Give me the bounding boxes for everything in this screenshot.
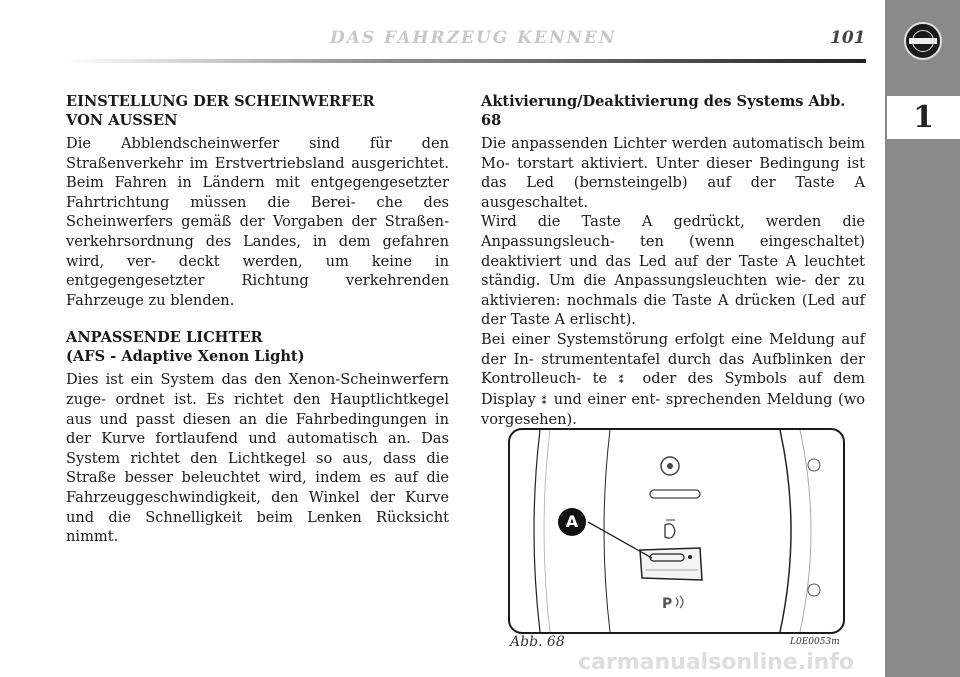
watermark-text: carmanualsonline.info	[578, 650, 854, 675]
text-run: oder des Symbols auf dem Display	[481, 370, 866, 408]
switch-slot	[650, 490, 700, 498]
callout-label-a: A	[558, 508, 586, 536]
figure-68	[508, 428, 845, 634]
body-text: Die Abblendscheinwerfer sind für den Straßenverkehr im Erstvertriebsland ausgerichtet. Beim Fahren in Ländern mit entgegengesetzter Fahrtrichtung müssen die Berei- che des Scheinwerfers gemäß der Vorgaben der Straßen- verkehrsordnung des Landes, in dem gefahren wird, ver- deckt werden, um keine in entgegengesetzter Richtung verkehrenden Fahrzeuge zu blenden.	[66, 135, 449, 309]
section-heading-exterior-headlamp	[66, 92, 449, 130]
callout-leader	[588, 522, 652, 558]
heading-line: (AFS - Adaptive Xenon Light)	[66, 348, 305, 366]
heading-line: ANPASSENDE LICHTER	[66, 329, 263, 347]
headlamp-icon	[665, 520, 675, 538]
logo-bar	[909, 38, 937, 44]
parking-sensor-icon	[662, 596, 683, 612]
section-heading-activation: Aktivierung/Deaktivierung des Systems Abb. 68	[481, 93, 846, 129]
body-text: Wird die Taste A gedrückt, werden die Anpassungsleuch- ten (wenn eingeschaltet) deaktiviert und das Led auf der Taste A leuchtet ständig. Um die Anpassungsleuchten wie- der zu aktivieren: nochmals die Taste A drücken (Led auf der Taste A erlischt).	[481, 213, 865, 329]
chapter-tab[interactable]: 1	[887, 96, 960, 139]
steering-wheel-icon	[661, 457, 679, 475]
brand-logo-icon	[904, 22, 942, 60]
body-text	[481, 330, 865, 430]
afs-warning-icon: ⁑	[541, 393, 549, 407]
body-text: Die anpassenden Lichter werden automatisch beim Mo- torstart aktiviert. Unter dieser Bedingung ist das Led (bernsteingelb) auf der Taste A ausgeschaltet.	[481, 135, 865, 211]
afs-button[interactable]	[640, 548, 702, 580]
figure-caption: Abb. 68	[510, 634, 565, 650]
heading-line: EINSTELLUNG DER SCHEINWERFER	[66, 93, 375, 110]
afs-warning-icon: ⁑	[618, 373, 632, 387]
text-run: und einer ent- sprechenden Meldung (wo vorgesehen).	[481, 390, 866, 429]
page-number: 101	[830, 28, 866, 48]
running-header: DAS FAHRZEUG KENNEN	[330, 28, 617, 48]
text-run: Bei einer Systemstörung erfolgt eine Meldung auf der In- strumententafel durch das Aufblinken der Kontrolleuch- te	[481, 330, 865, 388]
right-column	[481, 92, 865, 430]
figure-code: L0E0053m	[790, 637, 840, 647]
svg-text:P: P	[662, 596, 673, 612]
body-text: Dies ist ein System das den Xenon-Scheinwerfern zuge- ordnet ist. Es richtet den Hauptlichtkegel aus und passt diesen an die Fahrbedingungen in der Kurve fortlaufend und automatisch an. Das System richtet den Lichtkegel so aus, dass die Straße besser beleuchtet wird, indem es auf die Fahrzeuggeschwindigkeit, den Winkel der Kurve und die Schnelligkeit beim Lenken Rücksicht nimmt.	[66, 371, 449, 546]
heading-line: VON AUSSEN	[66, 112, 178, 129]
left-column	[66, 92, 449, 547]
section-heading-adaptive-lights	[66, 328, 449, 366]
header-rule	[66, 59, 866, 63]
dashboard-illustration	[510, 430, 843, 632]
